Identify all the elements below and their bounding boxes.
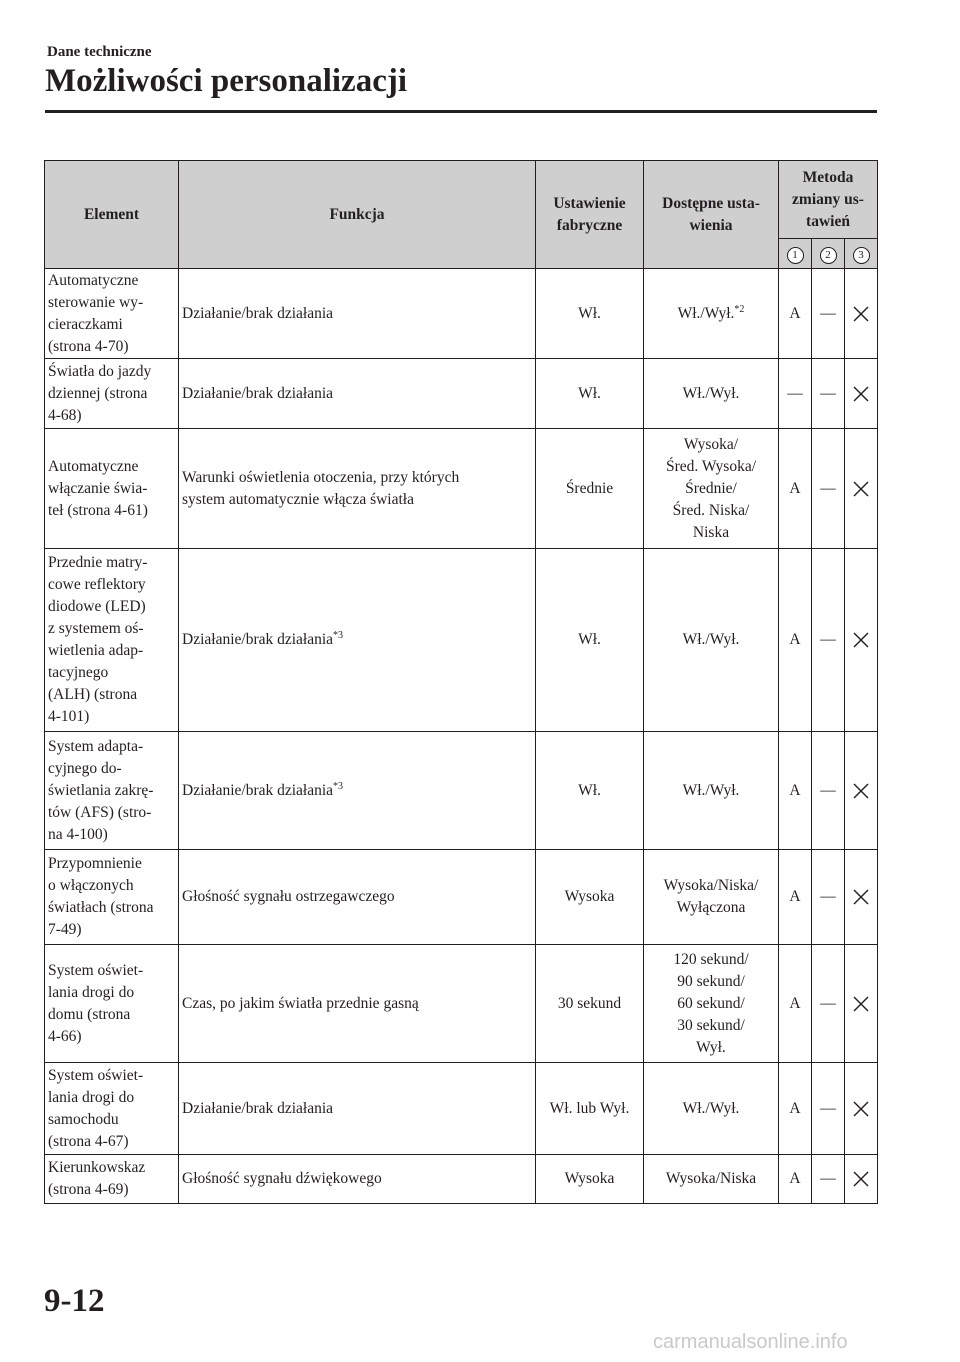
element-cell-line: lania drogi do bbox=[48, 1088, 135, 1106]
method-1-cell bbox=[779, 1155, 812, 1204]
element-cell-line: światłach (strona bbox=[48, 899, 154, 916]
available-cell-line: Wł./Wył. bbox=[682, 781, 740, 799]
method-1-cell-value: A bbox=[789, 304, 801, 322]
cross-icon bbox=[853, 996, 869, 1012]
element-cell bbox=[45, 429, 179, 549]
default-cell bbox=[536, 732, 644, 850]
cross-icon bbox=[853, 386, 869, 402]
element-cell-line: (strona 4-69) bbox=[48, 1181, 129, 1198]
method-2-cell-value: — bbox=[820, 888, 836, 905]
watermark: carmanualsonline.info bbox=[653, 1331, 848, 1353]
available-cell-line: Śred. Niska/ bbox=[672, 501, 750, 519]
available-cell bbox=[644, 269, 779, 359]
element-cell bbox=[45, 549, 179, 732]
method-2-cell-value: — bbox=[820, 479, 836, 497]
method-2-cell-value: — bbox=[820, 1170, 836, 1187]
cross-icon bbox=[853, 632, 869, 648]
element-cell-line: sterowanie wy- bbox=[48, 293, 144, 311]
footnote-marker: *2 bbox=[734, 303, 745, 315]
method-1-cell bbox=[779, 850, 812, 945]
element-cell bbox=[45, 732, 179, 850]
method-2-cell bbox=[812, 1155, 845, 1204]
cross-icon bbox=[853, 783, 869, 799]
element-cell-line: włączanie świa- bbox=[48, 479, 148, 497]
method-1-cell bbox=[779, 732, 812, 850]
footnote-marker: *3 bbox=[333, 780, 344, 792]
default-cell-line: 30 sekund bbox=[557, 994, 622, 1012]
table-row bbox=[45, 549, 878, 732]
element-cell-line: 4-101) bbox=[48, 708, 90, 725]
available-cell-line: 30 sekund/ bbox=[677, 1016, 745, 1034]
method-2-cell bbox=[812, 1063, 845, 1155]
available-cell-line: Wł./Wył. bbox=[682, 384, 740, 402]
method-1-cell bbox=[779, 359, 812, 429]
element-cell-line: na 4-100) bbox=[48, 825, 108, 843]
available-cell-line: Wł./Wył. bbox=[677, 304, 735, 322]
table-row bbox=[45, 945, 878, 1063]
cross-icon bbox=[853, 1101, 869, 1117]
method-1-cell-value: A bbox=[789, 994, 801, 1012]
page-number: 9-12 bbox=[44, 1283, 105, 1319]
default-cell bbox=[536, 1063, 644, 1155]
function-cell bbox=[179, 850, 536, 945]
available-cell bbox=[644, 850, 779, 945]
function-cell-line: Głośność sygnału dźwiękowego bbox=[182, 1170, 382, 1187]
available-cell bbox=[644, 945, 779, 1063]
available-cell-line: 90 sekund/ bbox=[677, 972, 745, 990]
available-cell-line: Wyłączona bbox=[676, 899, 746, 916]
method-1-cell bbox=[779, 549, 812, 732]
element-cell-line: System oświet- bbox=[48, 1066, 144, 1084]
col-header-element: Element bbox=[45, 161, 179, 269]
method-2-cell bbox=[812, 359, 845, 429]
available-cell-line: Wł./Wył. bbox=[682, 1099, 740, 1117]
header-divider bbox=[45, 110, 877, 113]
available-cell-line: Wysoka/ bbox=[683, 435, 739, 453]
table-row bbox=[45, 850, 878, 945]
available-cell-line: 60 sekund/ bbox=[677, 994, 745, 1012]
cross-icon bbox=[853, 1171, 869, 1187]
function-cell bbox=[179, 549, 536, 732]
section-label: Dane techniczne bbox=[47, 44, 152, 60]
method-sub-header-1 bbox=[779, 239, 812, 269]
available-cell bbox=[644, 1063, 779, 1155]
element-cell-line: tacyjnego bbox=[48, 664, 109, 681]
element-cell-line: o włączonych bbox=[48, 877, 134, 894]
default-cell-line: Wł. bbox=[578, 631, 601, 648]
function-cell-line: Czas, po jakim światła przednie gasną bbox=[182, 994, 419, 1012]
default-cell bbox=[536, 1155, 644, 1204]
element-cell-line: samochodu bbox=[48, 1110, 119, 1128]
method-2-cell-value: — bbox=[820, 384, 836, 402]
available-cell-line: Wysoka/Niska/ bbox=[663, 877, 759, 894]
available-cell-line: 120 sekund/ bbox=[673, 950, 749, 968]
method-2-cell bbox=[812, 945, 845, 1063]
element-cell-line: cieraczkami bbox=[48, 315, 123, 333]
method-1-cell-value: A bbox=[789, 479, 801, 497]
circled-number-3-icon: 3 bbox=[853, 247, 870, 264]
method-sub-header-2 bbox=[812, 239, 845, 269]
method-1-cell-value: A bbox=[789, 781, 801, 799]
table-row bbox=[45, 732, 878, 850]
element-cell-line: (strona 4-70) bbox=[48, 337, 129, 355]
function-cell-line: Działanie/brak działania bbox=[182, 384, 334, 402]
default-cell bbox=[536, 549, 644, 732]
function-cell-line: system automatycznie włącza światła bbox=[182, 490, 414, 508]
default-cell-line: Wł. lub Wył. bbox=[549, 1099, 630, 1117]
element-cell bbox=[45, 850, 179, 945]
circled-number-1-icon: 1 bbox=[787, 247, 804, 264]
method-2-cell-value: — bbox=[820, 781, 836, 799]
method-3-cell bbox=[845, 945, 878, 1063]
method-1-cell-value: A bbox=[789, 631, 801, 648]
cross-icon bbox=[853, 889, 869, 905]
default-cell-line: Wysoka bbox=[564, 1170, 615, 1187]
function-cell bbox=[179, 1155, 536, 1204]
col-header-default: Ustawienie fabryczne bbox=[536, 161, 644, 269]
element-cell bbox=[45, 945, 179, 1063]
default-cell bbox=[536, 850, 644, 945]
element-cell-line: 7-49) bbox=[48, 921, 82, 938]
available-cell-line: Niska bbox=[692, 523, 730, 541]
element-cell bbox=[45, 1063, 179, 1155]
table-row bbox=[45, 269, 878, 359]
element-cell-line: (ALH) (strona bbox=[48, 686, 138, 703]
default-cell bbox=[536, 269, 644, 359]
element-cell-line: Przednie matry- bbox=[48, 554, 148, 571]
element-cell-line: diodowe (LED) bbox=[48, 598, 146, 615]
function-cell-line: Głośność sygnału ostrzegawczego bbox=[182, 888, 395, 905]
method-3-cell bbox=[845, 359, 878, 429]
function-cell-line: Działanie/brak działania bbox=[182, 1099, 334, 1117]
method-2-cell bbox=[812, 429, 845, 549]
available-cell-line: Wył. bbox=[696, 1038, 726, 1056]
default-cell bbox=[536, 359, 644, 429]
page-title: Możliwości personalizacji bbox=[45, 63, 408, 99]
table-row bbox=[45, 359, 878, 429]
method-2-cell bbox=[812, 269, 845, 359]
method-3-cell bbox=[845, 1155, 878, 1204]
element-cell-line: dziennej (strona bbox=[48, 384, 148, 402]
available-cell-line: Wł./Wył. bbox=[682, 631, 740, 648]
circled-number-2-icon: 2 bbox=[820, 247, 837, 264]
default-cell-line: Wł. bbox=[578, 304, 601, 322]
element-cell-line: (strona 4-67) bbox=[48, 1132, 129, 1150]
function-cell-line: Działanie/brak działania bbox=[182, 781, 334, 799]
method-3-cell bbox=[845, 850, 878, 945]
element-cell-line: 4-66) bbox=[48, 1027, 82, 1045]
available-cell bbox=[644, 549, 779, 732]
col-header-function: Funkcja bbox=[179, 161, 536, 269]
function-cell bbox=[179, 945, 536, 1063]
element-cell bbox=[45, 359, 179, 429]
element-cell-line: Światła do jazdy bbox=[48, 362, 152, 380]
element-cell-line: z systemem oś- bbox=[48, 620, 144, 637]
available-cell bbox=[644, 429, 779, 549]
default-cell-line: Wł. bbox=[578, 781, 601, 799]
available-cell-line: Śred. Wysoka/ bbox=[665, 457, 757, 475]
table-row bbox=[45, 1063, 878, 1155]
available-cell bbox=[644, 732, 779, 850]
element-cell-line: Automatyczne bbox=[48, 457, 139, 475]
table-body bbox=[45, 269, 878, 1204]
default-cell bbox=[536, 429, 644, 549]
method-2-cell bbox=[812, 549, 845, 732]
element-cell-line: System oświet- bbox=[48, 961, 144, 979]
method-2-cell bbox=[812, 732, 845, 850]
element-cell-line: 4-68) bbox=[48, 406, 82, 424]
available-cell bbox=[644, 1155, 779, 1204]
element-cell-line: tów (AFS) (stro- bbox=[48, 803, 152, 821]
available-cell-line: Wysoka/Niska bbox=[665, 1170, 757, 1187]
cross-icon bbox=[853, 481, 869, 497]
available-cell bbox=[644, 359, 779, 429]
method-1-cell bbox=[779, 429, 812, 549]
element-cell-line: teł (strona 4-61) bbox=[48, 501, 148, 519]
col-header-method: Metoda zmiany us- tawień bbox=[779, 161, 878, 239]
element-cell-line: lania drogi do bbox=[48, 983, 135, 1001]
method-2-cell bbox=[812, 850, 845, 945]
default-cell-line: Wysoka bbox=[564, 888, 615, 905]
element-cell bbox=[45, 1155, 179, 1204]
method-1-cell bbox=[779, 269, 812, 359]
function-cell-line: Działanie/brak działania bbox=[182, 304, 334, 322]
method-2-cell-value: — bbox=[820, 994, 836, 1012]
method-sub-header-3 bbox=[845, 239, 878, 269]
footnote-marker: *3 bbox=[333, 629, 344, 641]
element-cell-line: Przypomnienie bbox=[48, 855, 142, 872]
method-1-cell-value: — bbox=[787, 384, 803, 402]
element-cell-line: Kierunkowskaz bbox=[48, 1159, 146, 1176]
function-cell bbox=[179, 1063, 536, 1155]
customization-table bbox=[44, 160, 878, 1204]
method-3-cell bbox=[845, 1063, 878, 1155]
function-cell bbox=[179, 359, 536, 429]
table-row bbox=[45, 429, 878, 549]
function-cell bbox=[179, 269, 536, 359]
method-3-cell bbox=[845, 269, 878, 359]
col-header-available: Dostępne usta- wienia bbox=[644, 161, 779, 269]
table-row bbox=[45, 1155, 878, 1204]
method-1-cell bbox=[779, 1063, 812, 1155]
element-cell bbox=[45, 269, 179, 359]
function-cell-line: Działanie/brak działania bbox=[182, 631, 334, 648]
method-1-cell-value: A bbox=[789, 888, 801, 905]
function-cell bbox=[179, 429, 536, 549]
function-cell bbox=[179, 732, 536, 850]
default-cell bbox=[536, 945, 644, 1063]
method-3-cell bbox=[845, 732, 878, 850]
method-2-cell-value: — bbox=[820, 631, 836, 648]
element-cell-line: domu (strona bbox=[48, 1005, 131, 1023]
method-2-cell-value: — bbox=[820, 304, 836, 322]
method-1-cell-value: A bbox=[789, 1099, 801, 1117]
element-cell-line: cowe reflektory bbox=[48, 576, 146, 593]
available-cell-line: Średnie/ bbox=[685, 479, 737, 497]
element-cell-line: System adapta- bbox=[48, 737, 144, 755]
method-3-cell bbox=[845, 429, 878, 549]
default-cell-line: Wł. bbox=[578, 384, 601, 402]
method-3-cell bbox=[845, 549, 878, 732]
function-cell-line: Warunki oświetlenia otoczenia, przy których bbox=[182, 468, 460, 486]
element-cell-line: świetlania zakrę- bbox=[48, 781, 154, 799]
method-1-cell bbox=[779, 945, 812, 1063]
default-cell-line: Średnie bbox=[565, 479, 614, 497]
method-1-cell-value: A bbox=[789, 1170, 801, 1187]
element-cell-line: wietlenia adap- bbox=[48, 642, 144, 659]
method-2-cell-value: — bbox=[820, 1099, 836, 1117]
element-cell-line: Automatyczne bbox=[48, 271, 139, 289]
cross-icon bbox=[853, 306, 869, 322]
element-cell-line: cyjnego do- bbox=[48, 759, 122, 777]
